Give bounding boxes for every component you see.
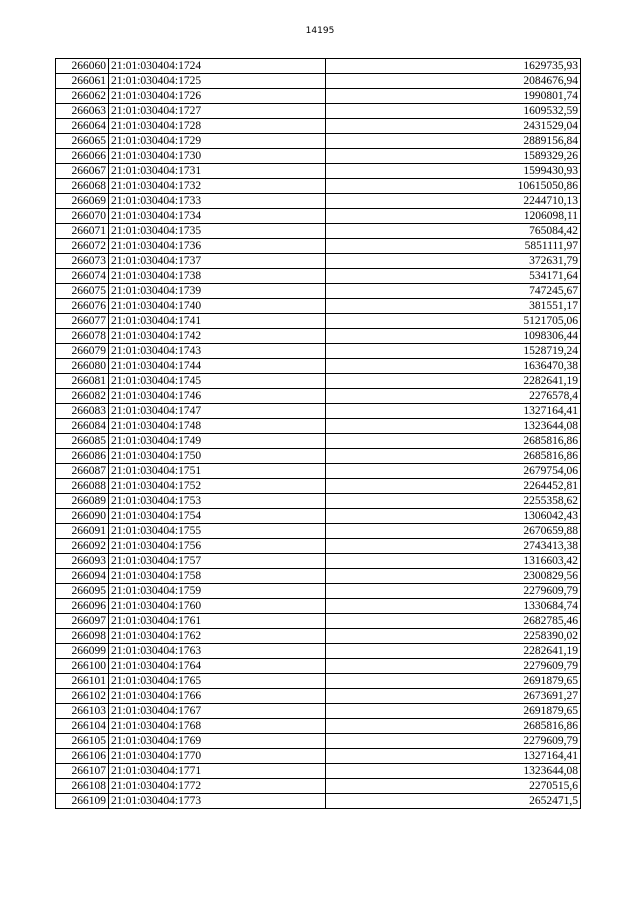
- table-row: [56, 674, 581, 689]
- cadastral-value-cell: 5121705,06: [326, 314, 581, 329]
- table-row: [56, 614, 581, 629]
- cadastral-value-cell: 1323644,08: [326, 764, 581, 779]
- table-row: [56, 299, 581, 314]
- cadastral-number-cell: 21:01:030404:1724: [109, 59, 326, 74]
- table-row: [56, 239, 581, 254]
- table-row: [56, 149, 581, 164]
- cadastral-value-cell: 1323644,08: [326, 419, 581, 434]
- table-row: [56, 794, 581, 809]
- row-number-cell: 266084: [56, 419, 109, 434]
- cadastral-number-cell: 21:01:030404:1738: [109, 269, 326, 284]
- cadastral-number-cell: 21:01:030404:1746: [109, 389, 326, 404]
- row-number-cell: 266103: [56, 704, 109, 719]
- cadastral-number-cell: 21:01:030404:1749: [109, 434, 326, 449]
- table-row: [56, 224, 581, 239]
- cadastral-number-cell: 21:01:030404:1765: [109, 674, 326, 689]
- table-row: [56, 119, 581, 134]
- cadastral-value-cell: 2889156,84: [326, 134, 581, 149]
- table-row: [56, 659, 581, 674]
- cadastral-value-cell: 2743413,38: [326, 539, 581, 554]
- cadastral-value-cell: 1599430,93: [326, 164, 581, 179]
- row-number-cell: 266080: [56, 359, 109, 374]
- cadastral-value-cell: 2282641,19: [326, 644, 581, 659]
- row-number-cell: 266101: [56, 674, 109, 689]
- table-row: [56, 734, 581, 749]
- table-row: [56, 569, 581, 584]
- cadastral-number-cell: 21:01:030404:1755: [109, 524, 326, 539]
- cadastral-value-cell: 2682785,46: [326, 614, 581, 629]
- table-row: [56, 749, 581, 764]
- table-row: [56, 524, 581, 539]
- table-row: [56, 194, 581, 209]
- cadastral-number-cell: 21:01:030404:1730: [109, 149, 326, 164]
- table-row: [56, 629, 581, 644]
- table-body: [56, 59, 581, 809]
- cadastral-number-cell: 21:01:030404:1762: [109, 629, 326, 644]
- cadastral-value-cell: 2282641,19: [326, 374, 581, 389]
- cadastral-number-cell: 21:01:030404:1725: [109, 74, 326, 89]
- cadastral-number-cell: 21:01:030404:1763: [109, 644, 326, 659]
- row-number-cell: 266069: [56, 194, 109, 209]
- table-row: [56, 374, 581, 389]
- row-number-cell: 266099: [56, 644, 109, 659]
- cadastral-number-cell: 21:01:030404:1745: [109, 374, 326, 389]
- cadastral-value-cell: 2670659,88: [326, 524, 581, 539]
- table-row: [56, 599, 581, 614]
- table-row: [56, 434, 581, 449]
- table-row: [56, 314, 581, 329]
- table-row: [56, 389, 581, 404]
- table-row: [56, 74, 581, 89]
- cadastral-number-cell: 21:01:030404:1731: [109, 164, 326, 179]
- cadastral-number-cell: 21:01:030404:1750: [109, 449, 326, 464]
- cadastral-value-cell: 1330684,74: [326, 599, 581, 614]
- table-row: [56, 284, 581, 299]
- row-number-cell: 266108: [56, 779, 109, 794]
- row-number-cell: 266062: [56, 89, 109, 104]
- row-number-cell: 266093: [56, 554, 109, 569]
- row-number-cell: 266073: [56, 254, 109, 269]
- cadastral-value-cell: 2084676,94: [326, 74, 581, 89]
- row-number-cell: 266066: [56, 149, 109, 164]
- cadastral-value-cell: 1609532,59: [326, 104, 581, 119]
- cadastral-number-cell: 21:01:030404:1752: [109, 479, 326, 494]
- row-number-cell: 266107: [56, 764, 109, 779]
- cadastral-value-cell: 1327164,41: [326, 404, 581, 419]
- row-number-cell: 266091: [56, 524, 109, 539]
- cadastral-number-cell: 21:01:030404:1769: [109, 734, 326, 749]
- cadastral-number-cell: 21:01:030404:1760: [109, 599, 326, 614]
- row-number-cell: 266065: [56, 134, 109, 149]
- cadastral-number-cell: 21:01:030404:1757: [109, 554, 326, 569]
- row-number-cell: 266071: [56, 224, 109, 239]
- cadastral-number-cell: 21:01:030404:1761: [109, 614, 326, 629]
- cadastral-number-cell: 21:01:030404:1727: [109, 104, 326, 119]
- cadastral-number-cell: 21:01:030404:1772: [109, 779, 326, 794]
- row-number-cell: 266061: [56, 74, 109, 89]
- row-number-cell: 266068: [56, 179, 109, 194]
- cadastral-value-cell: 2691879,65: [326, 704, 581, 719]
- table-row: [56, 59, 581, 74]
- row-number-cell: 266082: [56, 389, 109, 404]
- table-row: [56, 509, 581, 524]
- row-number-cell: 266100: [56, 659, 109, 674]
- row-number-cell: 266097: [56, 614, 109, 629]
- row-number-cell: 266086: [56, 449, 109, 464]
- row-number-cell: 266088: [56, 479, 109, 494]
- row-number-cell: 266079: [56, 344, 109, 359]
- table-row: [56, 164, 581, 179]
- cadastral-number-cell: 21:01:030404:1733: [109, 194, 326, 209]
- cadastral-number-cell: 21:01:030404:1726: [109, 89, 326, 104]
- cadastral-value-cell: 2300829,56: [326, 569, 581, 584]
- cadastral-value-cell: 1636470,38: [326, 359, 581, 374]
- page-number: 14195: [305, 26, 335, 36]
- cadastral-number-cell: 21:01:030404:1751: [109, 464, 326, 479]
- row-number-cell: 266074: [56, 269, 109, 284]
- cadastral-value-cell: 2691879,65: [326, 674, 581, 689]
- row-number-cell: 266105: [56, 734, 109, 749]
- table-row: [56, 254, 581, 269]
- cadastral-value-cell: 1589329,26: [326, 149, 581, 164]
- cadastral-number-cell: 21:01:030404:1754: [109, 509, 326, 524]
- cadastral-value-cell: 2652471,5: [326, 794, 581, 809]
- cadastral-value-cell: 381551,17: [326, 299, 581, 314]
- cadastral-number-cell: 21:01:030404:1748: [109, 419, 326, 434]
- row-number-cell: 266078: [56, 329, 109, 344]
- cadastral-value-cell: 2270515,6: [326, 779, 581, 794]
- table-row: [56, 779, 581, 794]
- row-number-cell: 266095: [56, 584, 109, 599]
- cadastral-value-cell: 1327164,41: [326, 749, 581, 764]
- cadastral-value-cell: 1098306,44: [326, 329, 581, 344]
- cadastral-value-cell: 1629735,93: [326, 59, 581, 74]
- row-number-cell: 266060: [56, 59, 109, 74]
- table-row: [56, 209, 581, 224]
- table-row: [56, 179, 581, 194]
- row-number-cell: 266094: [56, 569, 109, 584]
- cadastral-number-cell: 21:01:030404:1732: [109, 179, 326, 194]
- cadastral-number-cell: 21:01:030404:1759: [109, 584, 326, 599]
- row-number-cell: 266072: [56, 239, 109, 254]
- table-row: [56, 269, 581, 284]
- table-row: [56, 359, 581, 374]
- cadastral-number-cell: 21:01:030404:1742: [109, 329, 326, 344]
- cadastral-value-cell: 2279609,79: [326, 584, 581, 599]
- table-row: [56, 464, 581, 479]
- table-row: [56, 689, 581, 704]
- cadastral-value-cell: 2279609,79: [326, 734, 581, 749]
- cadastral-value-cell: 2255358,62: [326, 494, 581, 509]
- row-number-cell: 266098: [56, 629, 109, 644]
- cadastral-value-cell: 1306042,43: [326, 509, 581, 524]
- cadastral-number-cell: 21:01:030404:1767: [109, 704, 326, 719]
- table-row: [56, 764, 581, 779]
- cadastral-value-cell: 2685816,86: [326, 434, 581, 449]
- cadastral-value-cell: 2685816,86: [326, 719, 581, 734]
- cadastral-number-cell: 21:01:030404:1758: [109, 569, 326, 584]
- cadastral-value-cell: 1528719,24: [326, 344, 581, 359]
- cadastral-value-cell: 2431529,04: [326, 119, 581, 134]
- row-number-cell: 266089: [56, 494, 109, 509]
- cadastral-value-cell: 10615050,86: [326, 179, 581, 194]
- cadastral-number-cell: 21:01:030404:1734: [109, 209, 326, 224]
- cadastral-number-cell: 21:01:030404:1744: [109, 359, 326, 374]
- cadastral-value-cell: 2673691,27: [326, 689, 581, 704]
- cadastral-number-cell: 21:01:030404:1770: [109, 749, 326, 764]
- table-row: [56, 89, 581, 104]
- table-row: [56, 539, 581, 554]
- row-number-cell: 266087: [56, 464, 109, 479]
- table-row: [56, 479, 581, 494]
- cadastral-value-cell: 2276578,4: [326, 389, 581, 404]
- table-row: [56, 344, 581, 359]
- row-number-cell: 266077: [56, 314, 109, 329]
- table-row: [56, 419, 581, 434]
- row-number-cell: 266083: [56, 404, 109, 419]
- cadastral-value-cell: 747245,67: [326, 284, 581, 299]
- cadastral-number-cell: 21:01:030404:1737: [109, 254, 326, 269]
- row-number-cell: 266067: [56, 164, 109, 179]
- cadastral-number-cell: 21:01:030404:1764: [109, 659, 326, 674]
- cadastral-number-cell: 21:01:030404:1766: [109, 689, 326, 704]
- row-number-cell: 266109: [56, 794, 109, 809]
- row-number-cell: 266085: [56, 434, 109, 449]
- cadastral-value-cell: 2258390,02: [326, 629, 581, 644]
- row-number-cell: 266070: [56, 209, 109, 224]
- cadastral-number-cell: 21:01:030404:1729: [109, 134, 326, 149]
- cadastral-number-cell: 21:01:030404:1741: [109, 314, 326, 329]
- cadastral-value-cell: 2264452,81: [326, 479, 581, 494]
- cadastral-value-cell: 2685816,86: [326, 449, 581, 464]
- cadastral-number-cell: 21:01:030404:1739: [109, 284, 326, 299]
- cadastral-value-cell: 2679754,06: [326, 464, 581, 479]
- cadastral-number-cell: 21:01:030404:1728: [109, 119, 326, 134]
- row-number-cell: 266081: [56, 374, 109, 389]
- row-number-cell: 266104: [56, 719, 109, 734]
- row-number-cell: 266075: [56, 284, 109, 299]
- row-number-cell: 266102: [56, 689, 109, 704]
- table-row: [56, 644, 581, 659]
- cadastral-value-cell: 1206098,11: [326, 209, 581, 224]
- cadastral-value-table: [55, 58, 581, 809]
- cadastral-value-cell: 2279609,79: [326, 659, 581, 674]
- row-number-cell: 266092: [56, 539, 109, 554]
- row-number-cell: 266064: [56, 119, 109, 134]
- cadastral-number-cell: 21:01:030404:1768: [109, 719, 326, 734]
- row-number-cell: 266106: [56, 749, 109, 764]
- cadastral-number-cell: 21:01:030404:1736: [109, 239, 326, 254]
- cadastral-number-cell: 21:01:030404:1743: [109, 344, 326, 359]
- cadastral-value-cell: 534171,64: [326, 269, 581, 284]
- table-row: [56, 554, 581, 569]
- cadastral-value-cell: 2244710,13: [326, 194, 581, 209]
- cadastral-value-cell: 5851111,97: [326, 239, 581, 254]
- table-row: [56, 704, 581, 719]
- row-number-cell: 266096: [56, 599, 109, 614]
- cadastral-number-cell: 21:01:030404:1740: [109, 299, 326, 314]
- row-number-cell: 266076: [56, 299, 109, 314]
- table-row: [56, 404, 581, 419]
- cadastral-value-cell: 1990801,74: [326, 89, 581, 104]
- cadastral-number-cell: 21:01:030404:1735: [109, 224, 326, 239]
- cadastral-value-cell: 372631,79: [326, 254, 581, 269]
- row-number-cell: 266090: [56, 509, 109, 524]
- table-row: [56, 449, 581, 464]
- cadastral-number-cell: 21:01:030404:1747: [109, 404, 326, 419]
- table-row: [56, 584, 581, 599]
- cadastral-number-cell: 21:01:030404:1756: [109, 539, 326, 554]
- table-row: [56, 134, 581, 149]
- cadastral-value-cell: 1316603,42: [326, 554, 581, 569]
- table-row: [56, 329, 581, 344]
- cadastral-value-cell: 765084,42: [326, 224, 581, 239]
- cadastral-number-cell: 21:01:030404:1773: [109, 794, 326, 809]
- table-row: [56, 494, 581, 509]
- cadastral-number-cell: 21:01:030404:1771: [109, 764, 326, 779]
- row-number-cell: 266063: [56, 104, 109, 119]
- cadastral-number-cell: 21:01:030404:1753: [109, 494, 326, 509]
- table-row: [56, 719, 581, 734]
- table-row: [56, 104, 581, 119]
